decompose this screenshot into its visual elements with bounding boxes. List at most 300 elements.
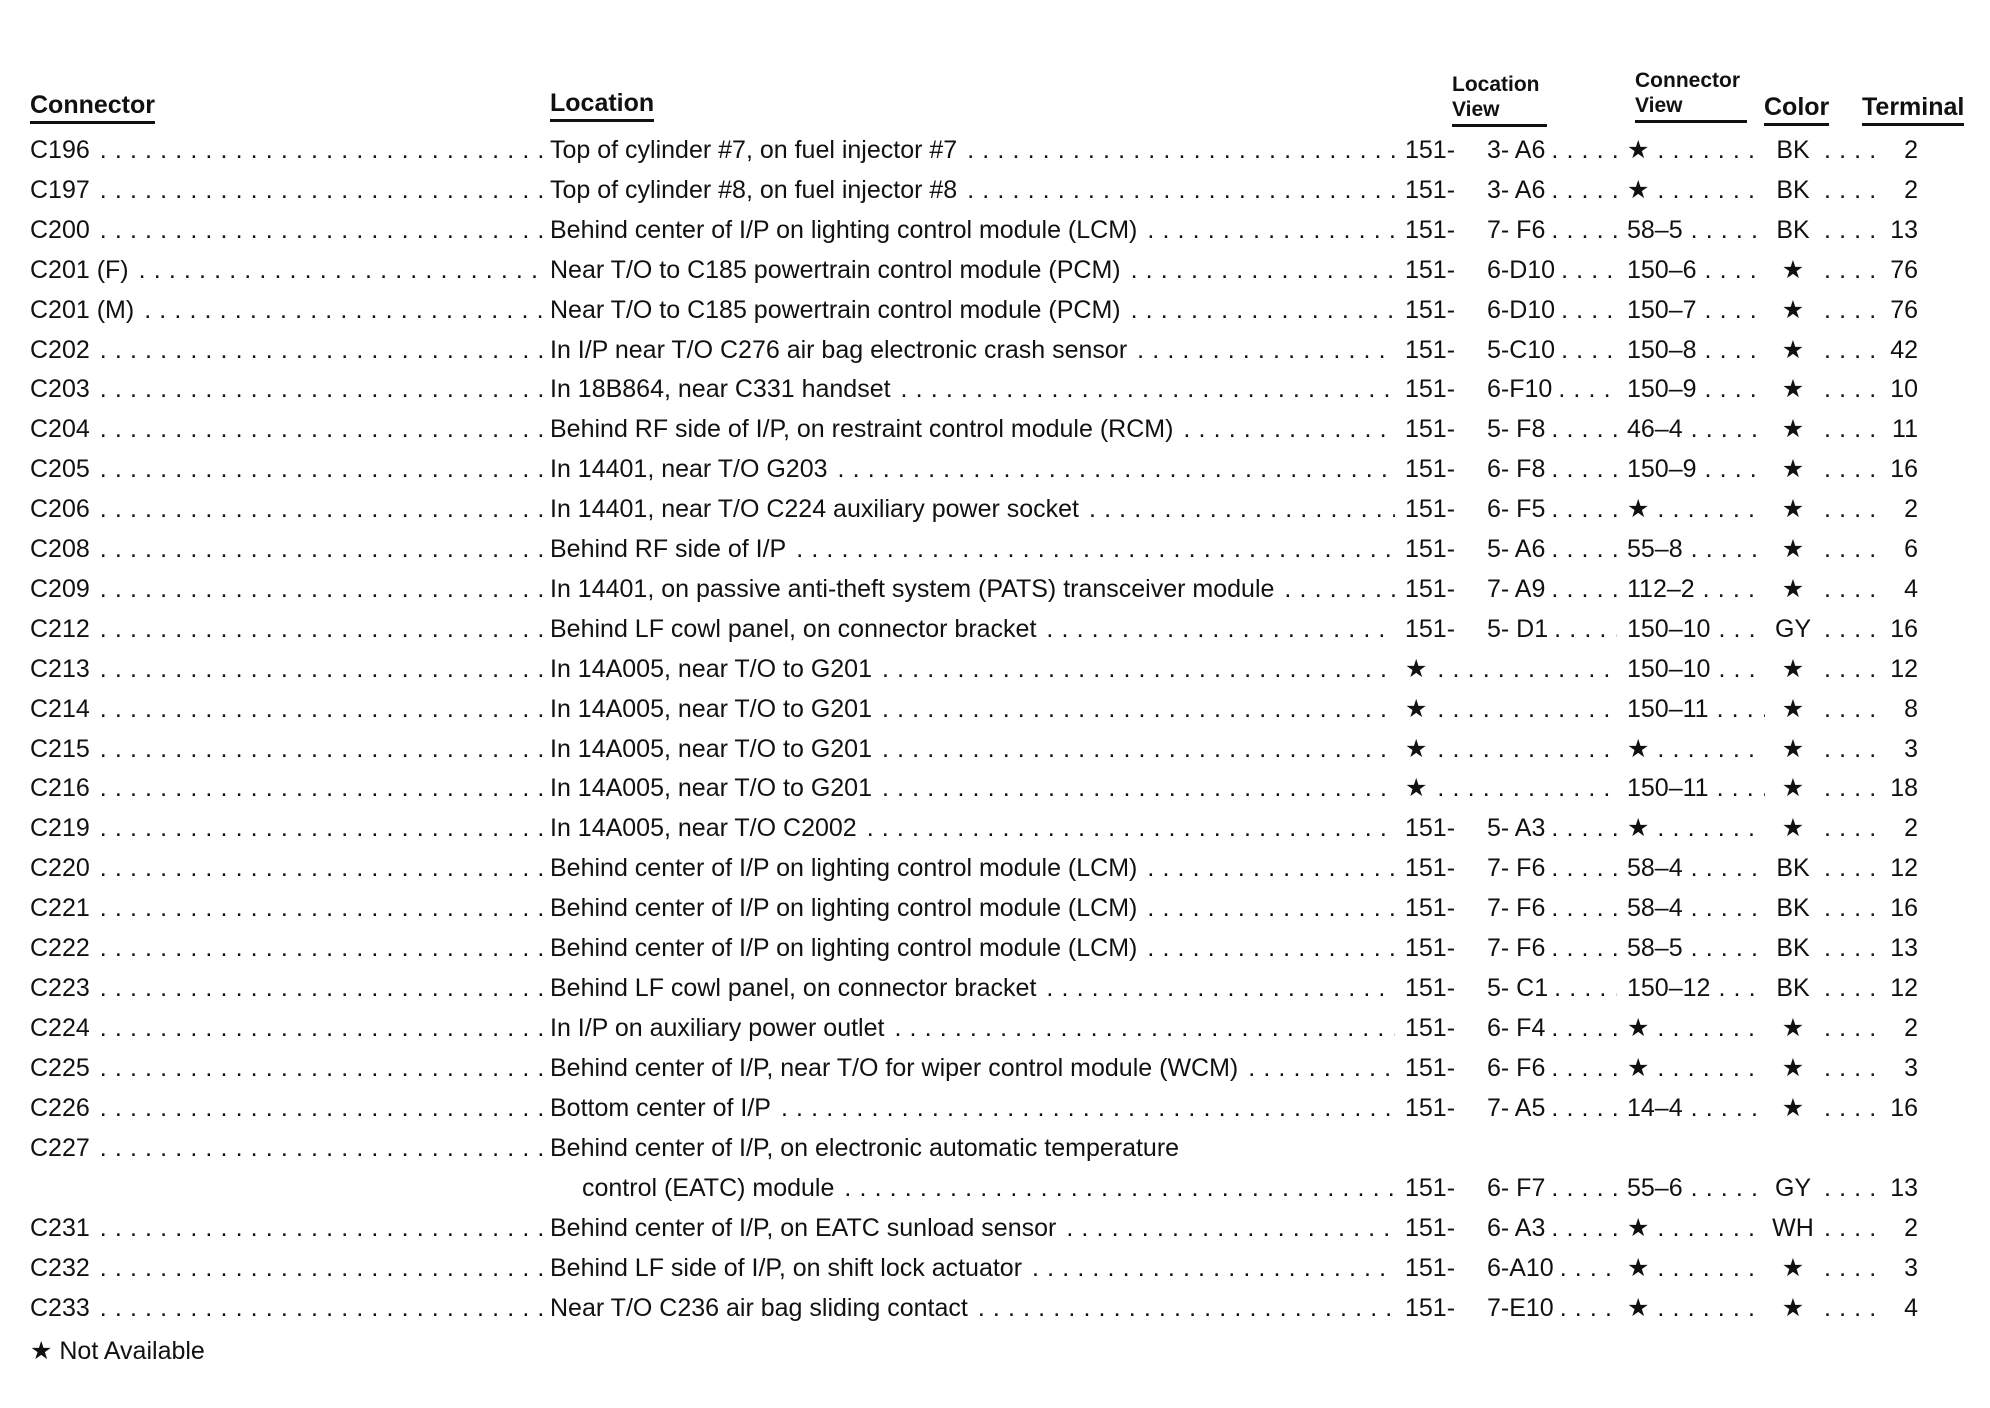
terminal-value: 6 (1904, 535, 1918, 563)
terminal-value: 42 (1890, 335, 1918, 364)
location-view-cell (1405, 330, 1617, 370)
color-value: ★ (1781, 295, 1805, 324)
table-row (0, 290, 1990, 330)
connector-id: C202 (30, 335, 90, 364)
table-row (0, 928, 1990, 968)
connector-view-value: ★ (1627, 1013, 1650, 1042)
location-text: Top of cylinder #7, on fuel injector #7 (550, 136, 958, 164)
color-value: ★ (1781, 734, 1805, 763)
location-text: Behind LF cowl panel, on connector bracket (550, 973, 1037, 1002)
location-view-prefix: 151- (1405, 854, 1456, 883)
location-text: Behind RF side of I/P, on restraint control module (RCM) (550, 415, 1174, 444)
connector-cell (30, 689, 548, 729)
location-view-grid: 6-F10 (1487, 375, 1553, 404)
table-row (0, 330, 1990, 370)
terminal-value: 2 (1904, 495, 1918, 524)
connector-id: C203 (30, 375, 90, 404)
connector-view-value: 58–4 (1627, 854, 1683, 883)
connector-id: C233 (30, 1294, 90, 1322)
color-cell (1768, 449, 1878, 489)
connector-id: C225 (30, 1053, 90, 1082)
connector-id: C197 (30, 175, 90, 204)
location-view-grid: 5- A3 (1487, 814, 1546, 843)
connector-cell (30, 1128, 548, 1168)
location-cell (550, 1088, 1395, 1128)
color-value: BK (1776, 854, 1810, 883)
location-text: control (EATC) module (582, 1174, 835, 1202)
color-value: BK (1776, 136, 1810, 164)
location-view-cell (1405, 729, 1617, 769)
location-cell (550, 689, 1395, 729)
color-cell (1768, 928, 1878, 968)
location-view-prefix: 151- (1405, 894, 1456, 923)
color-value: ★ (1781, 654, 1805, 683)
connector-id: C222 (30, 934, 90, 962)
location-view-cell (1405, 449, 1617, 489)
connector-view-cell (1627, 768, 1765, 808)
connector-cell (30, 1288, 548, 1328)
connector-view-value: ★ (1627, 1254, 1650, 1282)
location-text: In 14A005, near T/O C2002 (550, 814, 857, 843)
location-view-prefix: 151- (1405, 415, 1456, 444)
connector-view-value: 150–10 (1627, 654, 1711, 683)
connector-cell (30, 1008, 548, 1048)
terminal-value: 13 (1890, 1174, 1918, 1202)
connector-id: C227 (30, 1134, 90, 1162)
connector-view-value: 150–9 (1627, 455, 1697, 484)
connector-id: C224 (30, 1013, 90, 1042)
location-text: Behind LF cowl panel, on connector bracket (550, 614, 1037, 643)
connector-view-cell (1627, 409, 1765, 449)
location-view-prefix: 151- (1405, 175, 1456, 204)
location-cell (550, 170, 1395, 210)
connector-cell (30, 130, 548, 170)
location-text: Top of cylinder #8, on fuel injector #8 (550, 175, 958, 204)
terminal-value: 16 (1890, 894, 1918, 923)
location-view-prefix: 151- (1405, 934, 1456, 962)
location-view-grid: 6- A3 (1487, 1214, 1546, 1242)
connector-cell (30, 210, 548, 250)
location-view-cell (1405, 529, 1617, 569)
table-row (0, 409, 1990, 449)
location-view-grid: 7- F6 (1487, 934, 1546, 962)
location-cell (550, 369, 1395, 409)
location-view-prefix: 151- (1405, 495, 1456, 524)
location-view-cell (1405, 928, 1617, 968)
connector-view-value: 150–10 (1627, 614, 1711, 643)
terminal-value: 2 (1904, 1214, 1918, 1242)
location-view-prefix: 151- (1405, 295, 1456, 324)
connector-view-value: 150–12 (1627, 973, 1711, 1002)
color-cell (1768, 609, 1878, 649)
color-value: BK (1776, 973, 1810, 1002)
color-value: BK (1776, 894, 1810, 923)
terminal-value: 12 (1890, 654, 1918, 683)
location-view-cell (1405, 848, 1617, 888)
terminal-value: 16 (1890, 614, 1918, 643)
connector-view-cell (1627, 250, 1765, 290)
location-text: Behind center of I/P, on electronic automatic temperature (550, 1134, 1180, 1162)
location-view-prefix: 151- (1405, 1013, 1456, 1042)
location-view-prefix: 151- (1405, 1174, 1456, 1202)
table-row (0, 1248, 1990, 1288)
location-cell (550, 409, 1395, 449)
location-text: Near T/O C236 air bag sliding contact (550, 1294, 968, 1322)
color-cell (1768, 569, 1878, 609)
table-row (0, 369, 1990, 409)
table-row (0, 689, 1990, 729)
connector-view-value: 150–11 (1627, 694, 1709, 723)
location-view-grid: 7-E10 (1487, 1294, 1554, 1322)
location-view-prefix: 151- (1405, 1053, 1456, 1082)
connector-cell (30, 449, 548, 489)
color-cell (1768, 729, 1878, 769)
location-view-prefix: ★ (1405, 734, 1428, 763)
location-view-prefix: 151- (1405, 1093, 1456, 1122)
table-row (0, 888, 1990, 928)
color-value: ★ (1781, 574, 1805, 603)
terminal-value: 11 (1892, 415, 1918, 444)
location-view-grid: 7- F6 (1487, 894, 1546, 923)
terminal-value: 76 (1890, 255, 1918, 284)
header-location-view-line2: View (1452, 97, 1547, 127)
connector-cell (30, 1088, 548, 1128)
connector-cell (30, 569, 548, 609)
color-value: GY (1774, 1174, 1812, 1202)
table-row (0, 1208, 1990, 1248)
color-cell (1768, 330, 1878, 370)
location-view-grid: 6- F4 (1487, 1013, 1546, 1042)
color-cell (1768, 968, 1878, 1008)
connector-view-value: 150–6 (1627, 255, 1697, 284)
table-row (0, 250, 1990, 290)
location-text: Bottom center of I/P (550, 1093, 771, 1122)
table-row (0, 1048, 1990, 1088)
location-view-prefix: 151- (1405, 814, 1456, 843)
location-view-cell (1405, 369, 1617, 409)
color-value: ★ (1781, 814, 1805, 843)
table-row (0, 130, 1990, 170)
location-cell (550, 1288, 1395, 1328)
location-view-prefix: ★ (1405, 694, 1428, 723)
connector-view-cell (1627, 1208, 1765, 1248)
table-row (0, 968, 1990, 1008)
location-view-grid: 5-C10 (1487, 335, 1556, 364)
connector-id: C204 (30, 415, 90, 444)
location-view-grid: 7- F6 (1487, 854, 1546, 883)
location-view-prefix: 151- (1405, 1214, 1456, 1242)
connector-id: C201 (F) (30, 255, 129, 284)
header-connector-view-line2: View (1635, 93, 1747, 123)
color-cell (1768, 250, 1878, 290)
color-value: ★ (1781, 415, 1805, 444)
location-view-grid: 3- A6 (1487, 136, 1546, 164)
connector-cell (30, 250, 548, 290)
location-view-prefix: ★ (1405, 654, 1428, 683)
color-cell (1768, 489, 1878, 529)
color-cell (1768, 210, 1878, 250)
location-view-prefix: 151- (1405, 335, 1456, 364)
location-text: Behind center of I/P, on EATC sunload sensor (550, 1214, 1057, 1242)
location-view-grid: 6-D10 (1487, 295, 1556, 324)
terminal-value: 18 (1890, 774, 1918, 803)
color-cell (1768, 1048, 1878, 1088)
connector-id: C196 (30, 136, 90, 164)
location-view-prefix: 151- (1405, 455, 1456, 484)
connector-view-cell (1627, 130, 1765, 170)
terminal-value: 8 (1904, 694, 1918, 723)
location-view-grid: 6-A10 (1487, 1254, 1554, 1282)
location-text: In 14A005, near T/O to G201 (550, 734, 872, 763)
connector-cell (30, 968, 548, 1008)
connector-cell (30, 529, 548, 569)
terminal-value: 13 (1890, 934, 1918, 962)
header-location (550, 90, 654, 117)
terminal-value: 4 (1904, 574, 1918, 603)
location-cell (550, 330, 1395, 370)
connector-id: C205 (30, 455, 90, 484)
location-cell (550, 888, 1395, 928)
terminal-value: 4 (1904, 1294, 1918, 1322)
connector-view-cell (1627, 489, 1765, 529)
connector-cell (30, 649, 548, 689)
header-terminal (1862, 94, 1964, 121)
location-cell (550, 928, 1395, 968)
connector-cell (30, 609, 548, 649)
connector-view-value: 46–4 (1627, 415, 1683, 444)
color-value: ★ (1781, 495, 1805, 524)
color-cell (1768, 768, 1878, 808)
location-cell (550, 968, 1395, 1008)
location-view-grid: 6-D10 (1487, 255, 1556, 284)
table-row (0, 609, 1990, 649)
color-cell (1768, 170, 1878, 210)
location-view-prefix: 151- (1405, 614, 1456, 643)
location-view-cell (1405, 1248, 1617, 1288)
connector-cell (30, 409, 548, 449)
connector-id: C213 (30, 654, 90, 683)
connector-cell (30, 330, 548, 370)
header-connector-view-line1: Connector (1635, 69, 1740, 92)
location-text: In 14A005, near T/O to G201 (550, 774, 872, 803)
location-view-cell (1405, 210, 1617, 250)
connector-id: C208 (30, 535, 90, 563)
header-location-label: Location (550, 89, 654, 122)
table-row-c227-line2 (0, 1168, 1990, 1208)
connector-view-cell (1627, 1008, 1765, 1048)
location-view-grid: 5- C1 (1487, 973, 1549, 1002)
color-value: ★ (1781, 255, 1805, 284)
connector-view-value: ★ (1627, 1294, 1650, 1322)
connector-id: C212 (30, 614, 90, 643)
connector-view-cell (1627, 290, 1765, 330)
color-value: ★ (1781, 535, 1805, 563)
connector-view-value: 150–9 (1627, 375, 1697, 404)
connector-view-value: 55–6 (1627, 1174, 1683, 1202)
location-cell (550, 1128, 1395, 1168)
connector-view-cell (1627, 808, 1765, 848)
connector-id: C221 (30, 894, 90, 923)
terminal-value: 3 (1904, 734, 1918, 763)
connector-view-cell (1627, 968, 1765, 1008)
location-text: In 18B864, near C331 handset (550, 375, 891, 404)
table-row (0, 170, 1990, 210)
header-terminal-label: Terminal (1862, 93, 1964, 126)
connector-view-cell (1627, 1048, 1765, 1088)
connector-view-cell (1627, 1248, 1765, 1288)
color-cell (1768, 369, 1878, 409)
location-cell (550, 290, 1395, 330)
connector-view-value: 150–11 (1627, 774, 1709, 803)
location-text: Near T/O to C185 powertrain control module (PCM) (550, 295, 1121, 324)
location-cell (550, 1008, 1395, 1048)
location-cell (550, 1048, 1395, 1088)
location-view-grid: 6- F6 (1487, 1053, 1546, 1082)
connector-view-cell (1627, 1088, 1765, 1128)
header-location-view-line1: Location (1452, 73, 1540, 96)
connector-id: C200 (30, 215, 90, 244)
terminal-value: 12 (1890, 973, 1918, 1002)
table-row (0, 1088, 1990, 1128)
connector-cell (30, 290, 548, 330)
table-row (0, 848, 1990, 888)
connector-view-cell (1627, 210, 1765, 250)
connector-view-value: 58–5 (1627, 215, 1683, 244)
location-view-cell (1405, 130, 1617, 170)
location-view-grid: 5- A6 (1487, 535, 1546, 563)
location-cell (550, 130, 1395, 170)
header-color-label: Color (1764, 93, 1829, 126)
table-row (0, 569, 1990, 609)
location-cell (550, 1208, 1395, 1248)
location-cell (550, 848, 1395, 888)
location-text: Behind center of I/P, near T/O for wiper control module (WCM) (550, 1053, 1239, 1082)
location-view-prefix: 151- (1405, 215, 1456, 244)
connector-cell (30, 369, 548, 409)
location-text: In 14A005, near T/O to G201 (550, 694, 872, 723)
color-value: ★ (1781, 1053, 1805, 1082)
connector-id: C226 (30, 1093, 90, 1122)
table-row (0, 529, 1990, 569)
table-row (0, 449, 1990, 489)
location-text: Behind center of I/P on lighting control module (LCM) (550, 854, 1138, 883)
connector-view-cell (1627, 529, 1765, 569)
terminal-value: 2 (1904, 136, 1918, 164)
location-view-grid: 7- A9 (1487, 574, 1546, 603)
connector-cell (30, 768, 548, 808)
location-view-grid: 6- F7 (1487, 1174, 1546, 1202)
header-connector-label: Connector (30, 91, 155, 124)
location-view-cell (1405, 569, 1617, 609)
location-view-cell (1405, 1288, 1617, 1328)
color-cell (1768, 1008, 1878, 1048)
location-text: In 14401, on passive anti-theft system (PATS) transceiver module (550, 574, 1275, 603)
color-value: ★ (1781, 694, 1805, 723)
connector-cell (30, 1208, 548, 1248)
footnote-not-available: ★ Not Available (30, 1337, 205, 1365)
color-value: GY (1774, 614, 1812, 643)
terminal-value: 16 (1890, 1093, 1918, 1122)
location-text: Behind RF side of I/P (550, 535, 787, 563)
connector-view-cell (1627, 689, 1765, 729)
location-view-cell (1405, 1048, 1617, 1088)
terminal-value: 2 (1904, 1013, 1918, 1042)
connector-cell (30, 888, 548, 928)
color-cell (1768, 1208, 1878, 1248)
terminal-value: 13 (1890, 215, 1918, 244)
location-view-prefix: 151- (1405, 136, 1456, 164)
connector-cell (30, 729, 548, 769)
connector-id: C231 (30, 1214, 90, 1242)
color-cell (1768, 888, 1878, 928)
color-cell (1768, 409, 1878, 449)
connector-view-cell (1627, 649, 1765, 689)
location-view-cell (1405, 1208, 1617, 1248)
color-value: ★ (1781, 774, 1805, 803)
location-view-grid: 3- A6 (1487, 175, 1546, 204)
connector-view-cell (1627, 170, 1765, 210)
header-color (1764, 94, 1829, 121)
color-cell (1768, 1248, 1878, 1288)
location-text: Behind center of I/P on lighting control module (LCM) (550, 894, 1138, 923)
connector-cell (30, 1048, 548, 1088)
connector-id: C223 (30, 973, 90, 1002)
location-view-cell (1405, 1088, 1617, 1128)
location-view-cell (1405, 689, 1617, 729)
table-row (0, 489, 1990, 529)
connector-id: C219 (30, 814, 90, 843)
color-cell (1768, 290, 1878, 330)
connector-id: C209 (30, 574, 90, 603)
location-text: In 14401, near T/O C224 auxiliary power socket (550, 495, 1079, 524)
connector-view-value: 150–7 (1627, 295, 1697, 324)
connector-view-cell (1627, 569, 1765, 609)
location-cell (550, 529, 1395, 569)
connector-id: C232 (30, 1254, 90, 1282)
connector-view-value: 58–4 (1627, 894, 1683, 923)
connector-cell (30, 489, 548, 529)
location-text: In I/P on auxiliary power outlet (550, 1013, 885, 1042)
location-view-prefix: 151- (1405, 375, 1456, 404)
color-cell (1768, 130, 1878, 170)
location-cell (550, 1248, 1395, 1288)
location-cell (550, 808, 1395, 848)
connector-view-value: 58–5 (1627, 934, 1683, 962)
location-cell (550, 609, 1395, 649)
location-cell (550, 729, 1395, 769)
location-cell (550, 210, 1395, 250)
connector-cell (30, 808, 548, 848)
location-view-prefix: 151- (1405, 574, 1456, 603)
location-view-cell (1405, 808, 1617, 848)
connector-view-value: ★ (1627, 734, 1650, 763)
connector-view-value: ★ (1627, 1214, 1650, 1242)
connector-id: C216 (30, 774, 90, 803)
connector-view-value: 112–2 (1627, 574, 1695, 603)
terminal-value: 12 (1890, 854, 1918, 883)
table-row (0, 1008, 1990, 1048)
color-value: ★ (1781, 335, 1805, 364)
terminal-value: 16 (1890, 455, 1918, 484)
terminal-value: 2 (1904, 814, 1918, 843)
color-cell (1768, 1088, 1878, 1128)
color-value: ★ (1781, 1093, 1805, 1122)
location-view-prefix: 151- (1405, 255, 1456, 284)
location-cell (550, 449, 1395, 489)
color-cell (1768, 848, 1878, 888)
table-row (0, 729, 1990, 769)
connector-view-value: ★ (1627, 175, 1650, 204)
